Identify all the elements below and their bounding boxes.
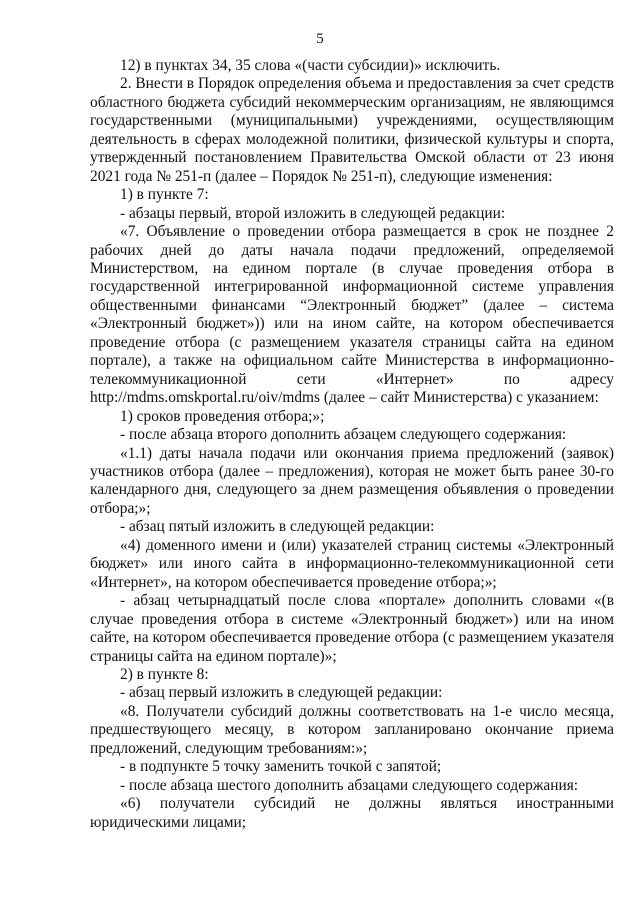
paragraph-11: - абзац четырнадцатый после слова «портале» дополнить словами «(в случае проведения отбора в системе «Электронный бюджет») или на ином сайте, на котором обеспечивается проведение отбора (с размещением указателя страницы сайта на едином портале)»; (90, 592, 614, 665)
paragraph-13: - абзац первый изложить в следующей редакции: (120, 684, 443, 702)
paragraph-8: «1.1) даты начала подачи или окончания приема предложений (заявок) участников отбора (далее – предложения), которая не может быть ранее 30-го календарного дня, следующего за днем размещения объявления о проведении отбора;»; (90, 444, 614, 517)
paragraph-4: - абзацы первый, второй изложить в следующей редакции: (120, 204, 506, 222)
paragraph-2: 2. Внести в Порядок определения объема и предоставления за счет средств областного бюджета субсидий некоммерческим организациям, не являющимся государственными (муниципальными) учреждениями, осуществляющим деятельность в сферах молодежной политики, физической культуры и спорта, утвержденный постановлением Правительства Омской области от 23 июня 2021 года № 251-п (далее – Порядок № 251-п), следующие изменения: (90, 75, 614, 185)
paragraph-15: - в подпункте 5 точку заменить точкой с запятой; (120, 758, 442, 776)
paragraph-9: - абзац пятый изложить в следующей редакции: (120, 518, 435, 536)
paragraph-17: «6) получатели субсидий не должны являться иностранными юридическими лицами; (90, 795, 614, 831)
paragraph-16: - после абзаца шестого дополнить абзацами следующего содержания: (120, 776, 579, 794)
paragraph-3: 1) в пункте 7: (120, 186, 209, 204)
paragraph-10: «4) доменного имени и (или) указателей страниц системы «Электронный бюджет» или иного сайта в информационно-телекоммуникационной сети «Интернет», на котором обеспечивается проведение отбора;»; (90, 536, 614, 591)
document-body (90, 57, 614, 832)
paragraph-5: «7. Объявление о проведении отбора размещается в срок не позднее 2 рабочих дней до даты начала подачи предложений, определяемой Министерством, на едином портале (в случае проведения отбора в государственной интегрированной информационной системе управления общественными финансами “Электронный бюджет” (далее – система «Электронный бюджет»)) или на ином сайте, на котором обеспечивается проведение отбора (с размещением указателя страницы сайта на едином портале), а также на официальном сайте Министерства в информационно-телекоммуникационной сети «Интернет» по адресу http://mdms.omskportal.ru/oiv/mdms (далее – сайт Министерства) с указанием: (90, 223, 614, 407)
paragraph-6: 1) сроков проведения отбора;»; (120, 407, 325, 425)
paragraph-1: 12) в пунктах 34, 35 слова «(части субсидии)» исключить. (120, 57, 501, 74)
paragraph-12: 2) в пункте 8: (120, 665, 209, 683)
paragraph-7: - после абзаца второго дополнить абзацем следующего содержания: (120, 426, 567, 444)
paragraph-14: «8. Получатели субсидий должны соответствовать на 1-е число месяца, предшествующего месяцу, в котором запланировано окончание приема предложений, следующим требованиям:»; (90, 702, 614, 757)
page-number: 5 (316, 31, 324, 47)
